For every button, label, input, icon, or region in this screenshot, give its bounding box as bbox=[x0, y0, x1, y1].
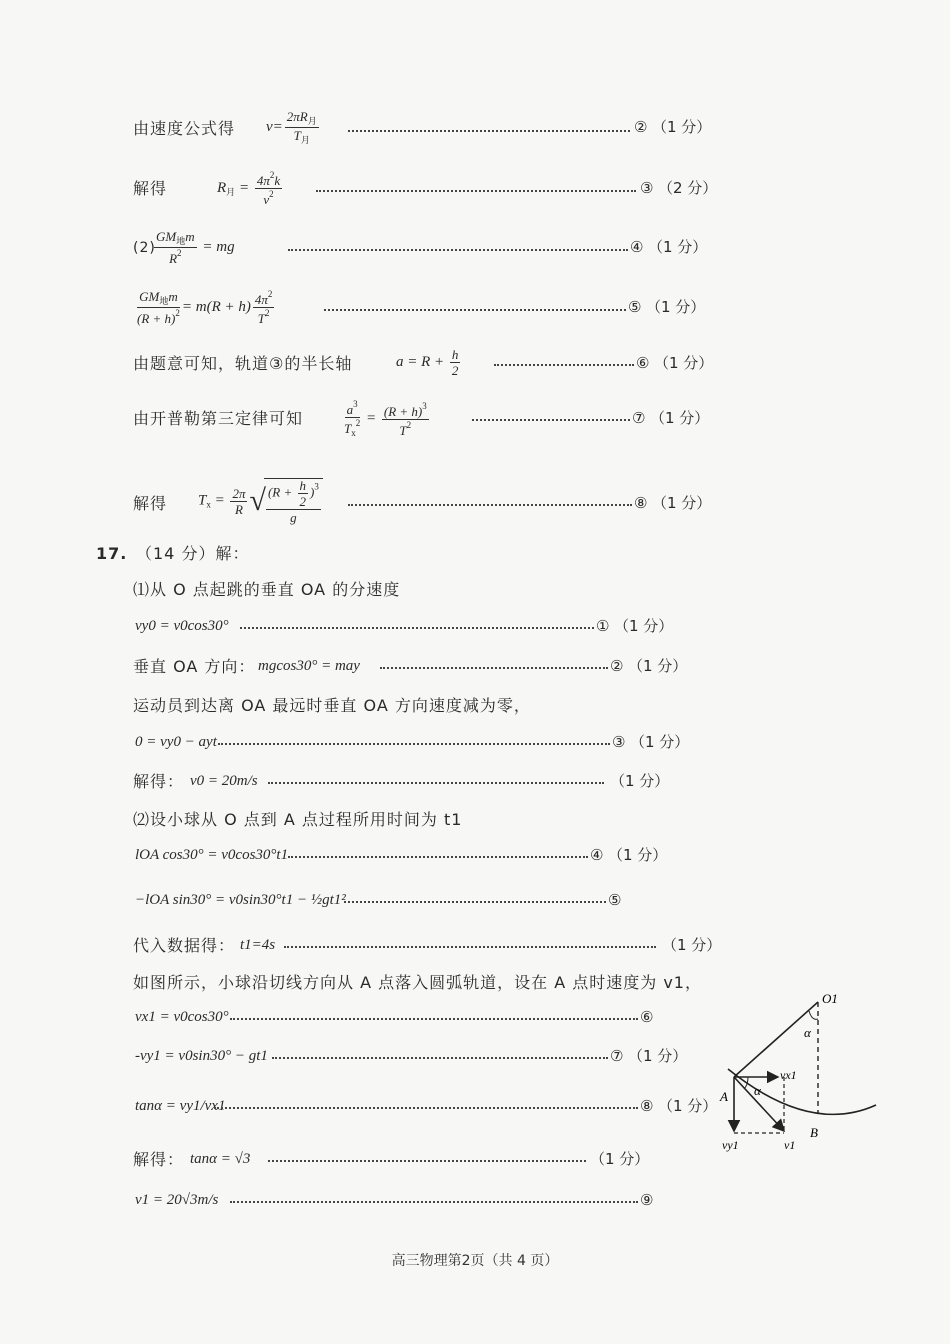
formula: vx1 = v0cos30° bbox=[135, 1009, 229, 1025]
label-alpha: α bbox=[754, 1083, 761, 1098]
dot-leader bbox=[230, 1018, 638, 1020]
line-label: 由开普勒第三定律可知 bbox=[133, 409, 304, 428]
step-marker: ③ bbox=[612, 733, 626, 751]
dot-leader bbox=[348, 130, 630, 132]
formula: v1 = 20√3m/s bbox=[135, 1192, 219, 1208]
dot-leader bbox=[344, 901, 606, 903]
formula: $R_月$ = $\frac{4\pi^2k}{v^2}$ bbox=[217, 170, 281, 207]
score: （1 分） bbox=[652, 494, 712, 512]
score: （1 分） bbox=[648, 238, 708, 256]
label-vy1: vy1 bbox=[722, 1138, 739, 1152]
score: （1 分） bbox=[658, 1097, 718, 1115]
score: （1 分） bbox=[654, 354, 714, 372]
step-marker: ⑧ bbox=[634, 494, 648, 512]
dot-leader bbox=[218, 743, 610, 745]
dot-leader bbox=[316, 190, 636, 192]
question-number: 17. bbox=[96, 544, 128, 563]
formula: $\frac{a^3}{T_x^2}$ = $\frac{(R + h)^3}{T^2}$ bbox=[344, 399, 427, 438]
formula: $\frac{GM_地m}{R^2}$ = mg bbox=[156, 229, 235, 266]
score: （1 分） bbox=[662, 936, 722, 954]
label-v1: v1 bbox=[784, 1138, 796, 1152]
label-B: B bbox=[810, 1125, 818, 1140]
arc-track bbox=[728, 1069, 876, 1114]
formula: t1=4s bbox=[240, 937, 276, 953]
formula: 0 = vy0 − ayt bbox=[135, 734, 217, 750]
formula: v= $\frac{2\pi R_月}{T_月}$ bbox=[266, 109, 317, 145]
step-marker: ⑥ bbox=[636, 354, 650, 372]
page-footer: 高三物理第2页（共 4 页） bbox=[391, 1253, 559, 1269]
score: （1 分） bbox=[608, 846, 668, 864]
score: （1 分） bbox=[630, 733, 690, 751]
formula: mgcos30° = may bbox=[258, 658, 360, 674]
formula: lOA cos30° = v0cos30°t1 bbox=[135, 847, 289, 863]
line-label: 由题意可知，轨道③的半长轴 bbox=[133, 354, 353, 373]
step-marker: ⑨ bbox=[640, 1191, 654, 1209]
step-marker: ⑥ bbox=[640, 1008, 654, 1026]
dot-leader bbox=[472, 419, 630, 421]
step-marker: ② bbox=[634, 118, 648, 136]
step-marker: ② bbox=[610, 657, 624, 675]
step-marker: ⑤ bbox=[608, 891, 622, 909]
score: （1 分） bbox=[590, 1150, 650, 1168]
formula: vy0 = v0cos30° bbox=[135, 618, 229, 634]
dot-leader bbox=[272, 1057, 608, 1059]
line-label: 解得 bbox=[133, 179, 168, 198]
score: （2 分） bbox=[658, 179, 718, 197]
dot-leader bbox=[380, 667, 608, 669]
angle-arc-top bbox=[809, 1011, 818, 1019]
formula: a = R + $\frac{h}{2}$ bbox=[396, 347, 459, 378]
step-marker: ③ bbox=[640, 179, 654, 197]
step-marker: ④ bbox=[630, 238, 644, 256]
formula: v0 = 20m/s bbox=[190, 773, 258, 789]
step-marker: ① bbox=[596, 617, 610, 635]
line-label: (2) bbox=[133, 240, 156, 256]
question-title: （14 分）解： bbox=[136, 544, 250, 563]
trajectory-diagram bbox=[700, 985, 890, 1160]
line-label: 解得： bbox=[133, 1150, 185, 1169]
step-marker: ④ bbox=[590, 846, 604, 864]
dot-leader bbox=[494, 364, 634, 366]
score: （1 分） bbox=[628, 1047, 688, 1065]
dot-leader bbox=[214, 1107, 638, 1109]
score: （1 分） bbox=[610, 772, 670, 790]
formula: tanα = vy1/vx1 bbox=[135, 1098, 226, 1114]
formula: $\frac{GM_地m}{(R + h)^2}$ = m(R + h) $\frac{4\pi^2}{T^2}$ bbox=[137, 289, 273, 326]
score: （1 分） bbox=[650, 409, 710, 427]
line-label: 垂直 OA 方向： bbox=[133, 657, 256, 676]
score: （1 分） bbox=[628, 657, 688, 675]
dot-leader bbox=[348, 504, 632, 506]
label-O1: O1 bbox=[822, 991, 838, 1006]
step-marker: ⑦ bbox=[632, 409, 646, 427]
dot-leader bbox=[288, 856, 588, 858]
line-label: 代入数据得： bbox=[133, 936, 236, 955]
formula: tanα = √3 bbox=[190, 1151, 251, 1167]
step-marker: ⑧ bbox=[640, 1097, 654, 1115]
line-label: 解得： bbox=[133, 772, 185, 791]
score: （1 分） bbox=[652, 118, 712, 136]
step-marker: ⑤ bbox=[628, 298, 642, 316]
dot-leader bbox=[268, 1160, 586, 1162]
dot-leader bbox=[324, 309, 626, 311]
dot-leader bbox=[284, 946, 656, 948]
label-alpha-top: α bbox=[804, 1025, 811, 1040]
line-label: 解得 bbox=[133, 494, 168, 513]
label-A: A bbox=[720, 1089, 728, 1104]
step-marker: ⑦ bbox=[610, 1047, 624, 1065]
dot-leader bbox=[230, 1201, 638, 1203]
dot-leader bbox=[288, 249, 628, 251]
dot-leader bbox=[240, 627, 594, 629]
formula: −lOA sin30° = v0sin30°t1 − ½gt1² bbox=[135, 892, 346, 908]
score: （1 分） bbox=[646, 298, 706, 316]
score: （1 分） bbox=[614, 617, 674, 635]
dot-leader bbox=[268, 782, 604, 784]
line-label: 由速度公式得 bbox=[133, 119, 236, 138]
formula: -vy1 = v0sin30° − gt1 bbox=[135, 1048, 268, 1064]
label-vx1: vx1 bbox=[780, 1068, 797, 1082]
formula: $T_x$ = $\frac{2\pi}{R}$ √ (R + $\frac{h}{2}$ )$^3$ g bbox=[198, 478, 325, 524]
